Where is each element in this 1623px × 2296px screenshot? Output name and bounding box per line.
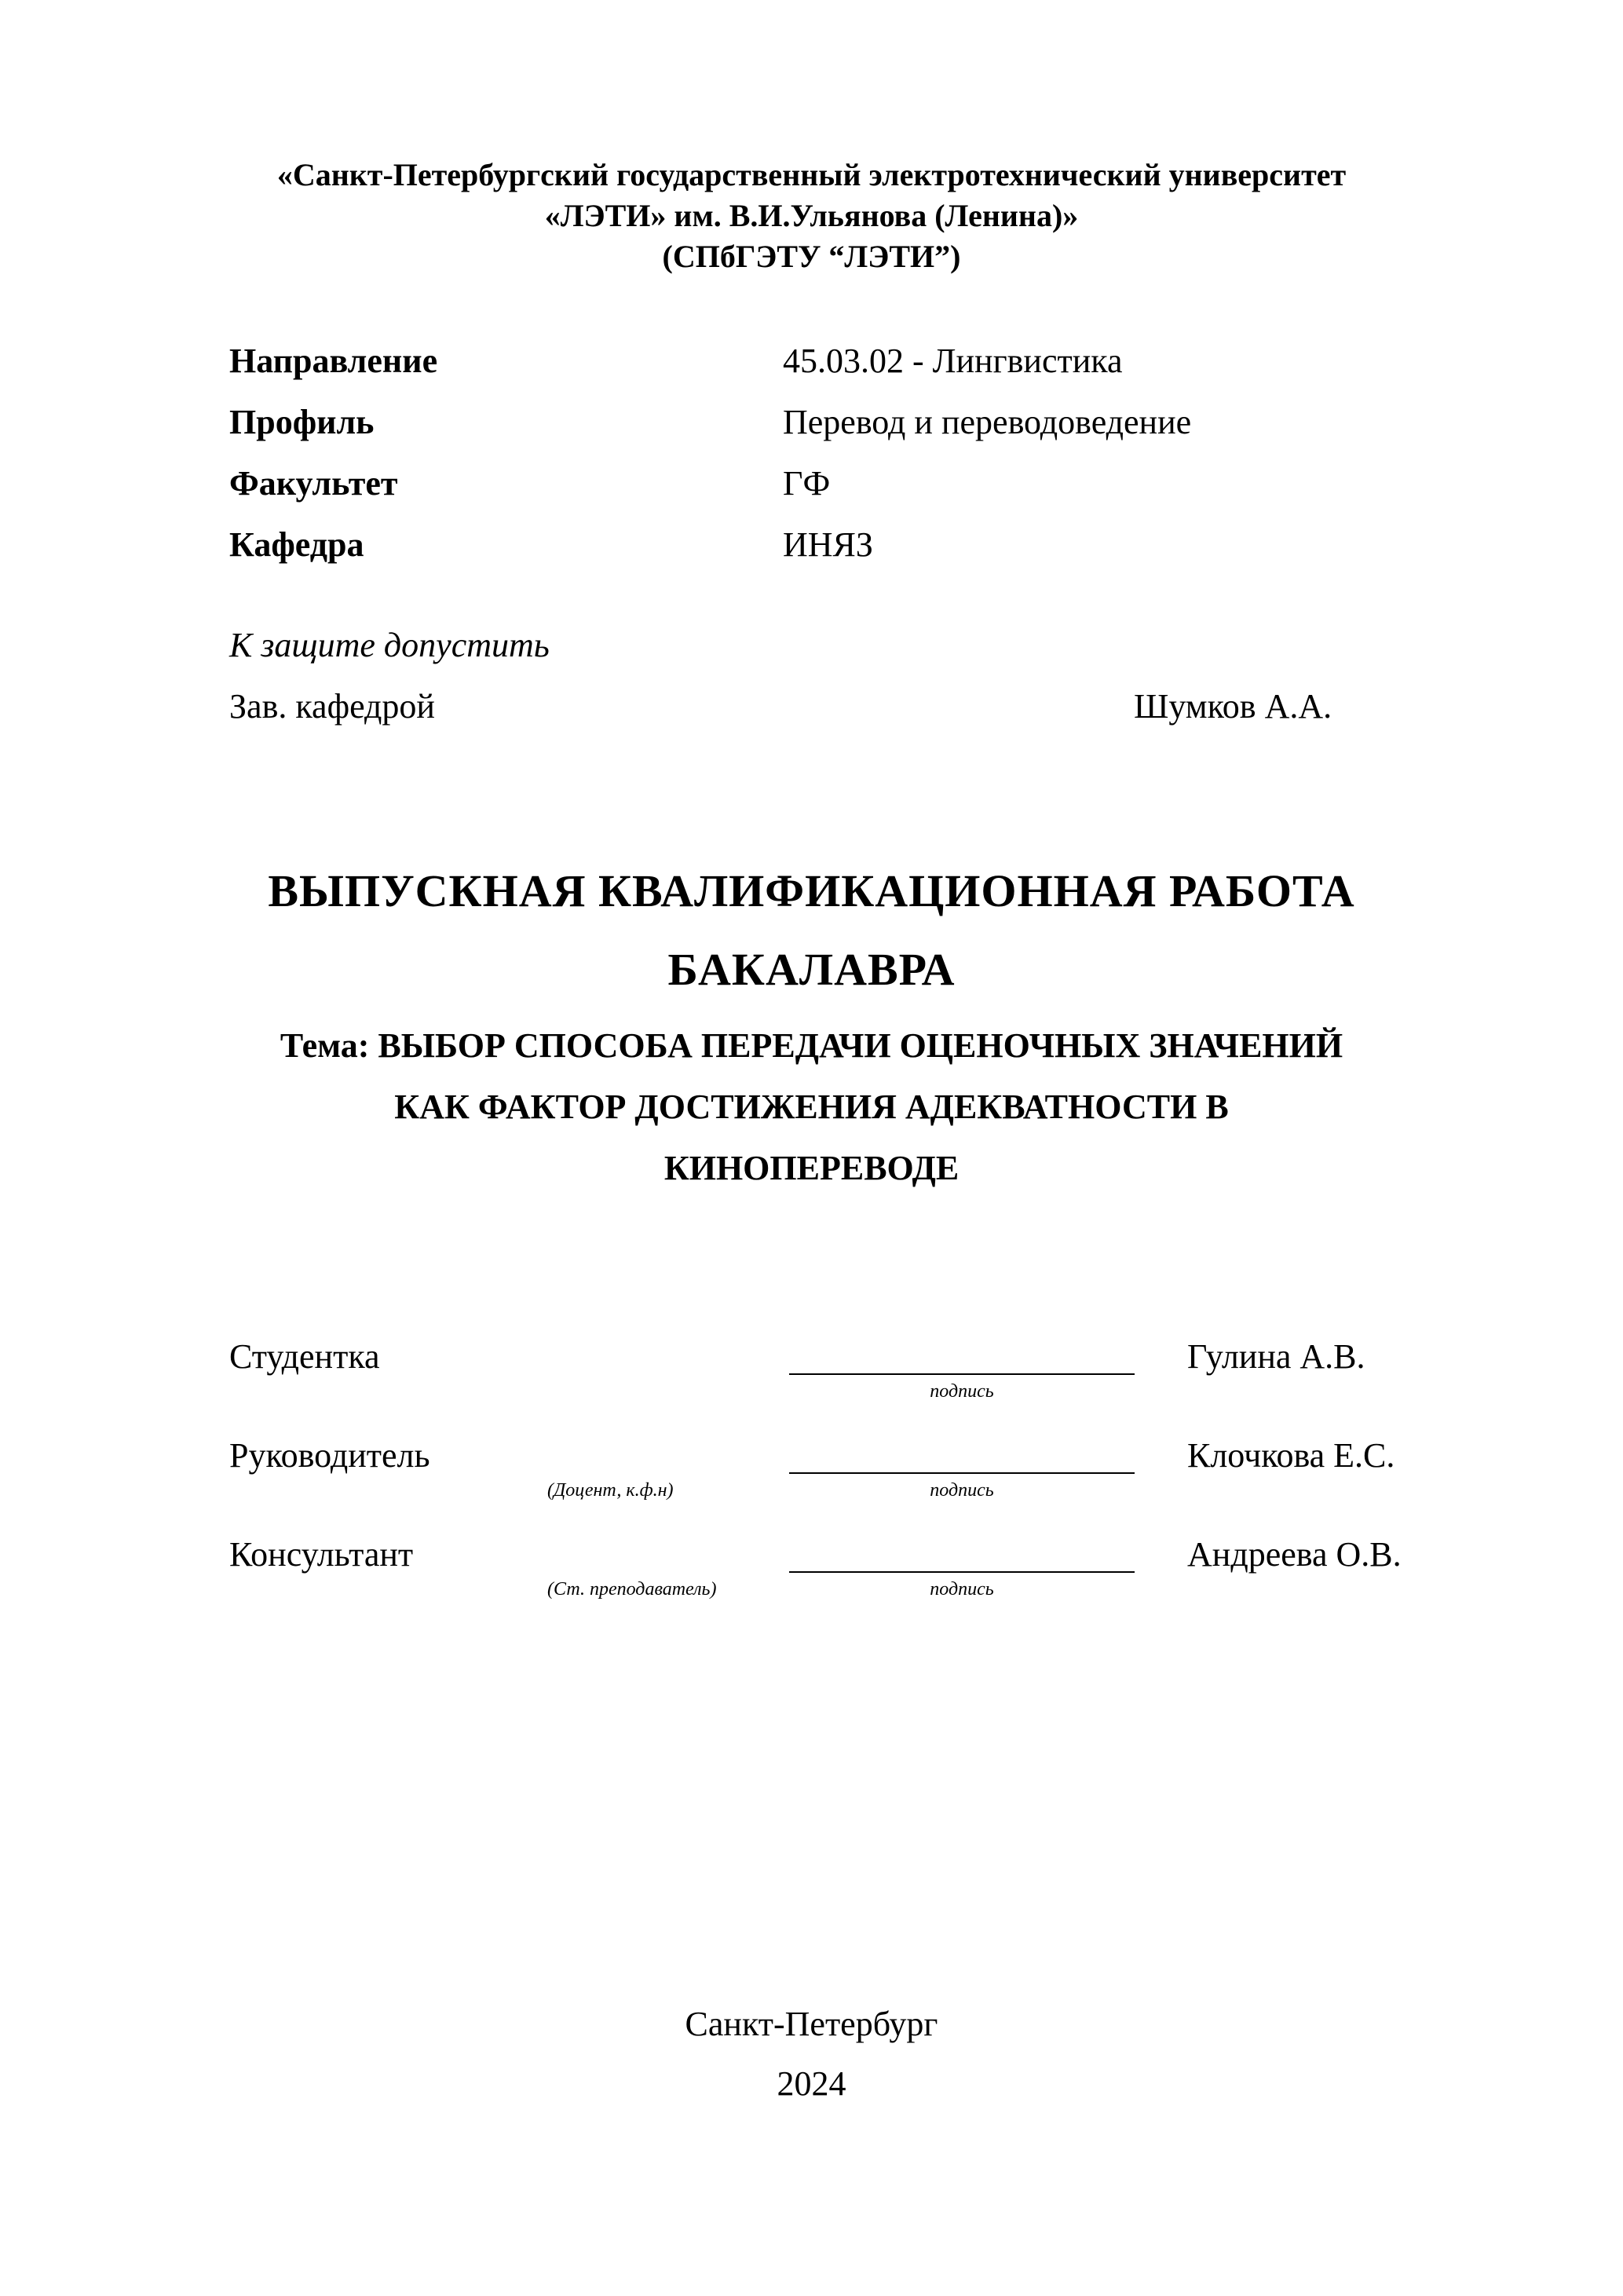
- signature-role: Руководитель: [229, 1436, 430, 1475]
- signatory-name: Гулина А.В.: [1187, 1337, 1365, 1376]
- info-label: Кафедра: [229, 525, 364, 564]
- signatory-name: Клочкова Е.С.: [1187, 1436, 1395, 1475]
- info-row-faculty: [229, 464, 1407, 503]
- signature-caption: подпись: [930, 1480, 994, 1501]
- signature-line: [789, 1472, 1135, 1474]
- signatory-name: Андреева О.В.: [1187, 1535, 1402, 1574]
- head-of-department-role: Зав. кафедрой: [229, 687, 435, 726]
- signature-role: Студентка: [229, 1337, 380, 1376]
- signature-row-student: [0, 1337, 1623, 1408]
- info-value: Перевод и переводоведение: [783, 403, 1192, 441]
- signatory-position: (Доцент, к.ф.н): [547, 1480, 674, 1501]
- signature-caption: подпись: [930, 1381, 994, 1402]
- city: Санкт-Петербург: [685, 2005, 938, 2043]
- info-row-direction: [229, 342, 1407, 381]
- year: 2024: [777, 2064, 846, 2103]
- info-label: Факультет: [229, 464, 398, 503]
- signature-caption: подпись: [930, 1579, 994, 1600]
- info-row-profile: [229, 403, 1407, 442]
- signature-line: [789, 1571, 1135, 1573]
- signature-line: [789, 1373, 1135, 1375]
- signature-row-consultant: [0, 1535, 1623, 1606]
- info-label: Профиль: [229, 403, 375, 441]
- head-of-department-name: Шумков А.А.: [1134, 687, 1332, 726]
- info-label: Направление: [229, 342, 438, 380]
- info-value: 45.03.02 - Лингвистика: [783, 342, 1123, 380]
- info-value: ИНЯЗ: [783, 525, 873, 564]
- info-row-department: [229, 525, 1407, 565]
- thesis-title-line-1: ВЫПУСКНАЯ КВАЛИФИКАЦИОННАЯ РАБОТА: [268, 865, 1355, 916]
- signature-row-supervisor: [0, 1436, 1623, 1507]
- topic-line-2: КАК ФАКТОР ДОСТИЖЕНИЯ АДЕКВАТНОСТИ В: [394, 1088, 1229, 1126]
- university-abbreviation: (СПбГЭТУ “ЛЭТИ”): [662, 239, 961, 274]
- signatory-position: (Ст. преподаватель): [547, 1579, 717, 1600]
- admit-to-defense: К защите допустить: [229, 626, 550, 664]
- signature-role: Консультант: [229, 1535, 414, 1574]
- university-name-line-1: «Санкт-Петербургский государственный электротехнический университет: [276, 157, 1347, 192]
- topic-line-3: КИНОПЕРЕВОДЕ: [663, 1149, 960, 1187]
- topic-line-1: Тема: ВЫБОР СПОСОБА ПЕРЕДАЧИ ОЦЕНОЧНЫХ ЗНАЧЕНИЙ: [280, 1026, 1343, 1065]
- thesis-title-line-2: БАКАЛАВРА: [667, 944, 956, 995]
- university-name-line-2: «ЛЭТИ» им. В.И.Ульянова (Ленина)»: [544, 198, 1079, 233]
- info-value: ГФ: [783, 464, 831, 503]
